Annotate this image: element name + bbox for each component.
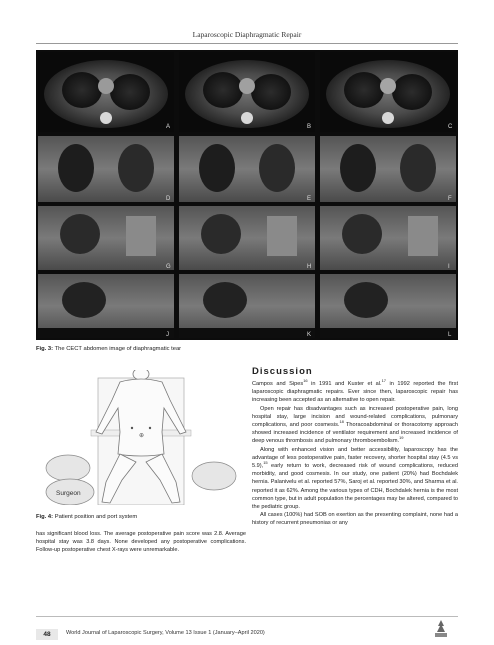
panel-label: E	[307, 196, 312, 202]
surgeon-label: Surgeon	[56, 490, 81, 497]
port-marker-icon: ⊕	[139, 433, 145, 439]
panel-label: G	[166, 264, 171, 270]
page-number: 48	[36, 629, 58, 640]
ct-scan-grid	[36, 50, 458, 340]
header-rule	[36, 43, 458, 44]
figure-4-caption-label: Fig. 4:	[36, 514, 54, 520]
panel-label: D	[166, 196, 171, 202]
patient-position-illustration	[36, 370, 246, 505]
ct-coronal-row-1	[38, 136, 456, 202]
discussion-paragraph: Campos and Sipes$^{16}$ in 1991 and Kuster et al.$^{17}$ in 1992 reported the first laparoscopic diaphragmatic repairs. Ever since then, laparoscopic repair has increasing been accepted as an alternative to open repair.	[252, 378, 458, 404]
panel-label: I	[448, 264, 450, 270]
figure-4-caption-text: Patient position and port system	[54, 514, 138, 520]
footer-rule	[36, 616, 458, 617]
results-paragraph: has significant blood loss. The average postoperative pain score was 2.8. Average hospital stay was 3.8 days. None developed any postoperative complications. Follow-up postoperative chest X-rays were unremarkable.	[36, 531, 246, 554]
figure-3-caption	[36, 346, 181, 352]
figure-4-diagram	[36, 370, 246, 505]
panel-label: A	[166, 124, 171, 130]
discussion-paragraph: Along with enhanced vision and better accessibility, laparoscopy has the advantage of less postoperative pain, faster recovery, shorter hospital stay (4.5 vs 5.9),$^{15}$ early return to work, decreased risk of wound complications, reduced morbidity, and good cosmesis. In our study, one patient (20%) had Bochdalek hernia. Palanivelu et al. reported 57%, Saroj et al. reported 30%, and Sharma et al. reported it as 62%. Among the various types of CDH, Bochdalek hernia is the most common type, but in adult population the percentages may be altered, compared to the pediatric group.	[252, 446, 458, 511]
figure-4-caption	[36, 514, 137, 520]
discussion-column	[252, 380, 458, 528]
panel-label: J	[166, 332, 169, 338]
figure-3-caption-text: The CECT abdomen image of diaphragmatic tear	[54, 346, 182, 352]
ct-axial-slice-c	[320, 52, 456, 132]
ct-axial-slice-a	[38, 52, 174, 132]
publisher-logo-icon	[430, 618, 452, 640]
left-column-text	[36, 530, 246, 555]
section-title: Discussion	[252, 366, 313, 377]
ct-coronal-row-2	[38, 206, 456, 270]
panel-label: K	[307, 332, 312, 338]
assistant-position-circle	[192, 462, 236, 490]
figure-3-caption-label: Fig. 3:	[36, 346, 54, 352]
port-marker-icon	[131, 427, 133, 429]
assistant-position-circle	[46, 455, 90, 481]
panel-label: L	[448, 332, 452, 338]
running-title: Laparoscopic Diaphragmatic Repair	[192, 30, 302, 39]
ct-axial-slice-b	[179, 52, 315, 132]
panel-label: F	[448, 196, 452, 202]
figure-3-ct-image	[36, 50, 458, 340]
discussion-paragraph: All cases (100%) had SOB on exertion as the presenting complaint, none had a history of recurrent pneumonias or any	[252, 512, 458, 527]
port-marker-icon	[149, 427, 151, 429]
discussion-paragraph: Open repair has disadvantages such as increased postoperative pain, long hospital stay, large incision and wound-related complications, pulmonary complications, and poor cosmesis.$^{18}$ Thoracoabdominal or thoracotomy approach showed increased incidence of ventilator requirement and increased incidence of deep venous thrombosis and pulmonary thromboembolism.$^{19}$	[252, 405, 458, 445]
ct-coronal-row-3	[38, 274, 456, 338]
panel-label: B	[307, 124, 312, 130]
panel-label: H	[307, 264, 312, 270]
journal-citation: World Journal of Laparoscopic Surgery, Volume 13 Issue 1 (January–April 2020)	[66, 630, 265, 636]
panel-label: C	[448, 124, 453, 130]
